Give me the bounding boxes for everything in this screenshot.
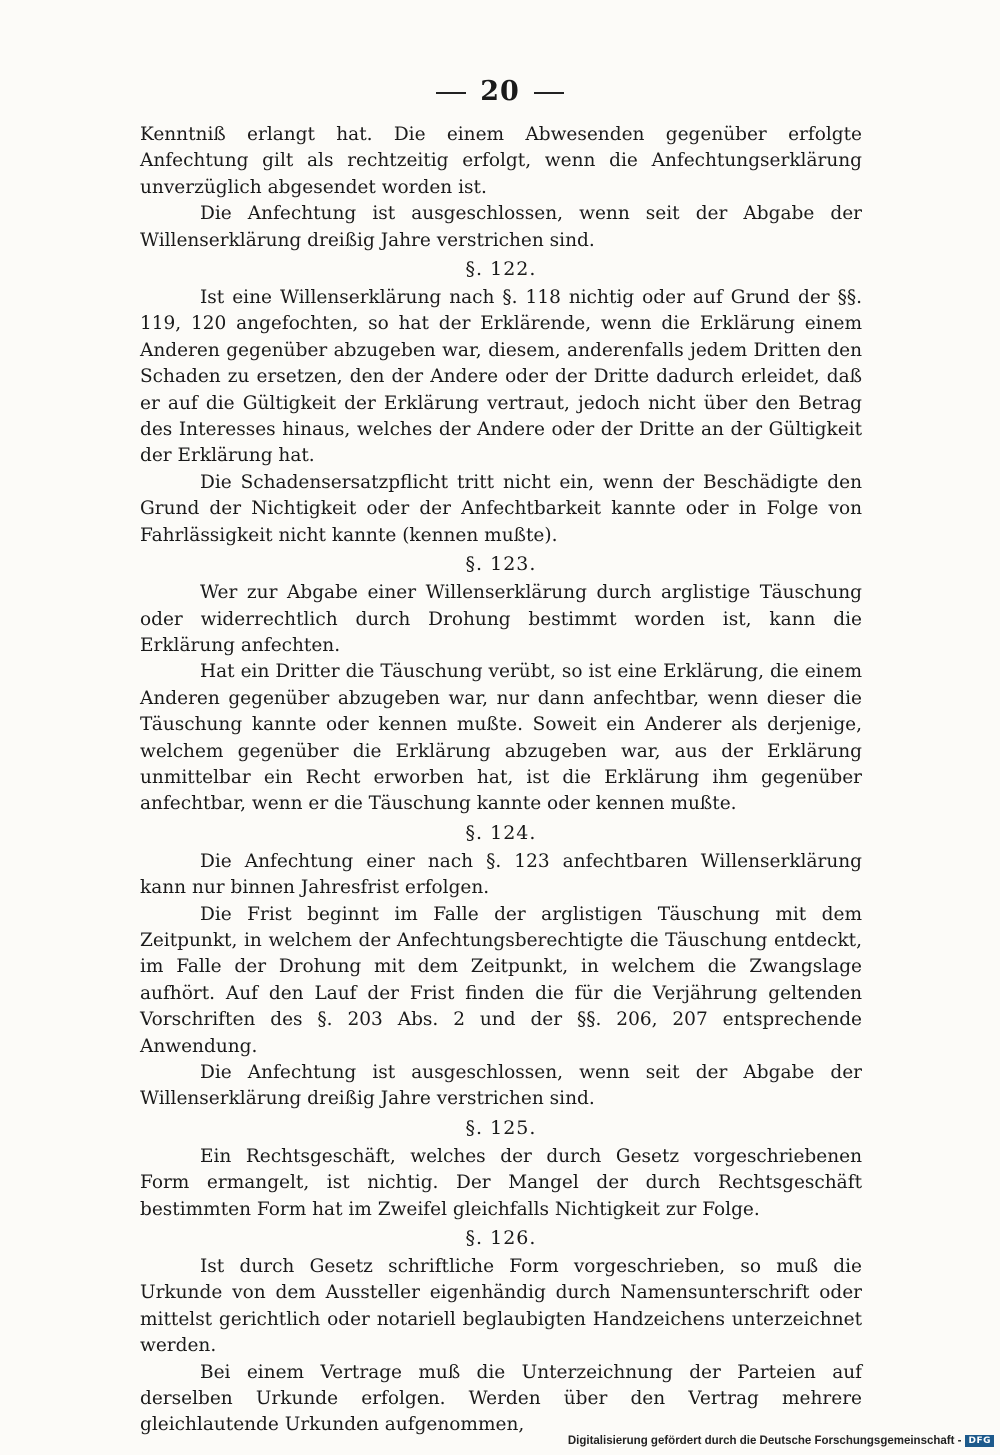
dfg-logo: DFG bbox=[965, 1435, 994, 1447]
digitization-credit bbox=[568, 1435, 994, 1447]
paragraph: Ist durch Gesetz schriftliche Form vorgeschrieben, so muß die Urkunde von dem Aussteller eigenhändig durch Namensunterschrift oder mittelst gerichtlich oder notariell beglaubigten Handzeichens unterzeichnet werden. bbox=[140, 1256, 862, 1357]
document-body bbox=[140, 122, 862, 1439]
section-heading: §. 122. bbox=[465, 258, 537, 281]
header-dash-left bbox=[436, 92, 466, 94]
credit-text: Digitalisierung gefördert durch die Deutsche Forschungsgemeinschaft - bbox=[567, 1435, 962, 1447]
paragraph: Ein Rechtsgeschäft, welches der durch Gesetz vorgeschriebenen Form ermangelt, ist nichtig. Der Mangel der durch Rechtsgeschäft bestimmten Form hat im Zweifel gleichfalls Nichtigkeit zur Folge. bbox=[140, 1145, 862, 1220]
section-heading: §. 123. bbox=[465, 553, 537, 576]
section-heading: §. 126. bbox=[465, 1227, 537, 1250]
section-heading: §. 125. bbox=[465, 1116, 537, 1139]
paragraph: Die Anfechtung ist ausgeschlossen, wenn seit der Abgabe der Willenserklärung dreißig Jahre verstrichen sind. bbox=[140, 203, 862, 251]
header-dash-right bbox=[534, 92, 564, 94]
page-header bbox=[0, 76, 1000, 107]
section-heading: §. 124. bbox=[465, 821, 537, 844]
paragraph: Bei einem Vertrage muß die Unterzeichnung der Parteien auf derselben Urkunde erfolgen. Werden über den Vertrag mehrere gleichlautende Urkunden aufgenommen, bbox=[140, 1361, 862, 1436]
paragraph: Kenntniß erlangt hat. Die einem Abwesenden gegenüber erfolgte Anfechtung gilt als rechtzeitig erfolgt, wenn die Anfechtungserklärung unverzüglich abgesendet worden ist. bbox=[140, 124, 862, 198]
paragraph: Ist eine Willenserklärung nach §. 118 nichtig oder auf Grund der §§. 119, 120 angefochten, so hat der Erklärende, wenn die Erklärung einem Anderen gegenüber abzugeben war, diesem, anderenfalls jedem Dritten den Schaden zu ersetzen, den der Andere oder der Dritte dadurch erleidet, daß er auf die Gültigkeit der Erklärung vertraut, jedoch nicht über den Betrag des Interesses hinaus, welches der Andere oder der Dritte an der Gültigkeit der Erklärung hat. bbox=[140, 287, 862, 467]
paragraph: Wer zur Abgabe einer Willenserklärung durch arglistige Täuschung oder widerrechtlich durch Drohung bestimmt worden ist, kann die Erklärung anfechten. bbox=[140, 582, 862, 656]
paragraph: Die Frist beginnt im Falle der arglistigen Täuschung mit dem Zeitpunkt, in welchem der Anfechtungsberechtigte die Täuschung entdeckt, im Falle der Drohung mit dem Zeitpunkt, in welchem die Zwangslage aufhört. Auf den Lauf der Frist finden die für die Verjährung geltenden Vorschriften des §. 203 Abs. 2 und der §§. 206, 207 entsprechende Anwendung. bbox=[140, 903, 862, 1057]
paragraph: Die Schadensersatzpflicht tritt nicht ein, wenn der Beschädigte den Grund der Nichtigkeit oder der Anfechtbarkeit kannte oder in Folge von Fahrlässigkeit nicht kannte (kennen mußte). bbox=[140, 471, 862, 546]
page-number: 20 bbox=[480, 76, 520, 107]
paragraph: Hat ein Dritter die Täuschung verübt, so ist eine Erklärung, die einem Anderen gegenüber abzugeben war, nur dann anfechtbar, wenn dieser die Täuschung kannte oder kennen mußte. Soweit ein Anderer als derjenige, welchem gegenüber die Erklärung abzugeben war, aus der Erklärung unmittelbar ein Recht erworben hat, ist die Erklärung ihm gegenüber anfechtbar, wenn er die Täuschung kannte oder kennen mußte. bbox=[140, 661, 862, 815]
paragraph: Die Anfechtung ist ausgeschlossen, wenn seit der Abgabe der Willenserklärung dreißig Jahre verstrichen sind. bbox=[140, 1062, 862, 1110]
paragraph: Die Anfechtung einer nach §. 123 anfechtbaren Willenserklärung kann nur binnen Jahresfrist erfolgen. bbox=[140, 850, 862, 899]
